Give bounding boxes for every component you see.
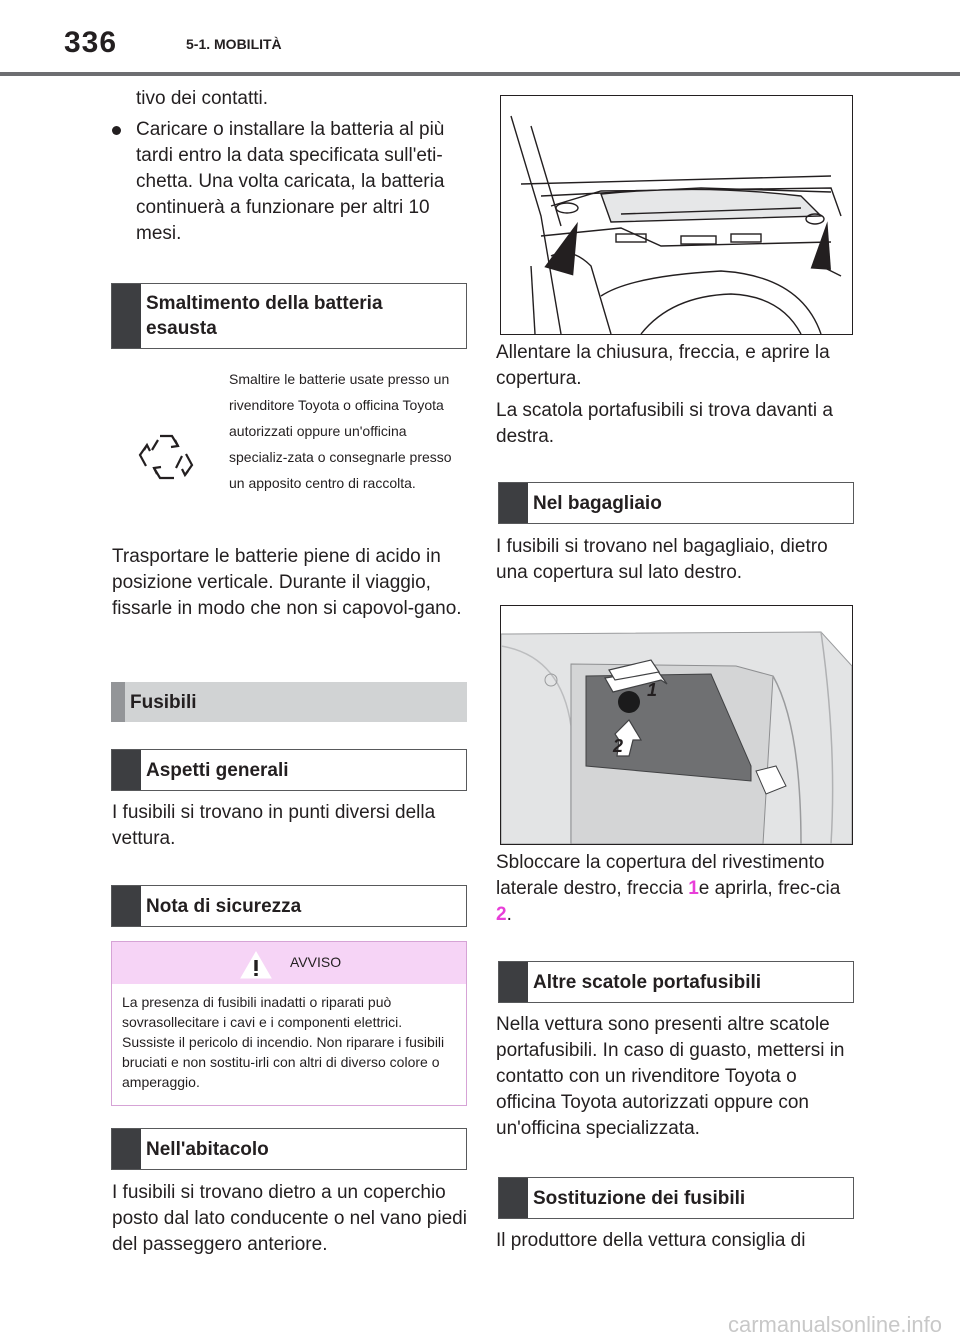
watermark: carmanualsonline.info bbox=[727, 1312, 942, 1337]
paragraph-altre: Nella vettura sono presenti altre scatole portafusibili. In caso di guasto, mettersi in contatto con un rivenditore Toyota o officina Toyota autorizzati oppure con un'officina specializzata. bbox=[496, 1014, 845, 1139]
header-text: Nell'abitacolo bbox=[146, 1138, 269, 1160]
arrow-label-1: 1 bbox=[647, 680, 658, 700]
recycle-text: Smaltire le batterie usate presso un rivenditore Toyota o officina Toyota autorizzati oppure un'officina specializ-zata o consegnarle presso un apposito centro di raccolta. bbox=[229, 371, 452, 491]
header-rule bbox=[0, 72, 960, 76]
illustration-trunk-panel bbox=[500, 605, 853, 845]
section-header-bagagliaio bbox=[498, 482, 854, 524]
section-header-nota bbox=[111, 885, 467, 927]
header-bar bbox=[499, 962, 528, 1002]
section-header-fusibili bbox=[111, 682, 467, 722]
paragraph-allentare: Allentare la chiusura, freccia, e aprire la copertura. bbox=[496, 342, 830, 389]
bullet-dot bbox=[112, 126, 121, 135]
section-header-aspetti bbox=[111, 749, 467, 791]
text: Sbloccare la copertura del rivestimento laterale destro, freccia bbox=[496, 852, 825, 899]
header-bar bbox=[112, 886, 141, 926]
arrow-ref-2: 2 bbox=[496, 904, 507, 925]
header-text: Sostituzione dei fusibili bbox=[533, 1187, 746, 1209]
header-text: Fusibili bbox=[130, 691, 197, 713]
header-text: Nel bagagliaio bbox=[533, 492, 662, 514]
paragraph-fusibili: I fusibili si trovano in punti diversi della vettura. bbox=[112, 802, 436, 849]
recycle-icon bbox=[138, 428, 194, 484]
header-bar bbox=[111, 682, 125, 722]
header-text: Nota di sicurezza bbox=[146, 895, 302, 917]
paragraph-sbloccare bbox=[496, 850, 856, 928]
header-text: Altre scatole portafusibili bbox=[533, 971, 762, 993]
text: e aprirla, frec-cia bbox=[698, 878, 841, 899]
paragraph-bagagliaio: I fusibili si trovano nel bagagliaio, dietro una copertura sul lato destro. bbox=[496, 536, 828, 583]
header-bar bbox=[112, 284, 141, 348]
paragraph-scatola: La scatola portafusibili si trova davanti a destra. bbox=[496, 400, 833, 447]
paragraph-abitacolo: I fusibili si trovano dietro a un coperchio posto dal lato conducente o nel vano piedi del passeggero anteriore. bbox=[112, 1182, 467, 1255]
section-header-abitacolo bbox=[111, 1128, 467, 1170]
warning-title: AVVISO bbox=[290, 954, 342, 970]
illustration-dashboard-cover bbox=[500, 95, 853, 335]
warning-box bbox=[111, 941, 467, 1106]
paragraph-produttore: Il produttore della vettura consiglia di bbox=[496, 1230, 806, 1251]
section-header-altre bbox=[498, 961, 854, 1003]
warning-text: La presenza di fusibili inadatti o riparati può sovrasollecitare i cavi e i componenti elettrici. Sussiste il pericolo di incendio. Non riparare i fusibili bruciati e non sostitu-irli con altri di diverso colore o amperaggio. bbox=[122, 994, 445, 1090]
header-text: Aspetti generali bbox=[146, 759, 289, 781]
chapter-title: 5-1. MOBILITÀ bbox=[186, 36, 282, 52]
paragraph-trasporto: Trasportare le batterie piene di acido in posizione verticale. Durante il viaggio, fissarle in modo che non si capovol-gano. bbox=[112, 546, 462, 619]
header-bar bbox=[112, 1129, 141, 1169]
section-header-sostituzione bbox=[498, 1177, 854, 1219]
bullet-item bbox=[136, 117, 470, 247]
page-number: 336 bbox=[64, 26, 118, 59]
arrow-label-2: 2 bbox=[613, 736, 624, 756]
arrow-ref-1: 1 bbox=[688, 878, 699, 899]
header-bar bbox=[499, 483, 528, 523]
header-bar bbox=[112, 750, 141, 790]
header-text: Smaltimento della batteria esausta bbox=[146, 293, 383, 339]
warning-header bbox=[112, 942, 466, 984]
paragraph-continued: tivo dei contatti. bbox=[136, 88, 269, 109]
header-bar bbox=[499, 1178, 528, 1218]
text: . bbox=[506, 904, 512, 925]
section-header-smaltimento bbox=[111, 283, 467, 349]
bullet-text: Caricare o installare la batteria al più tardi entro la data specificata sull'eti-chetta. Una volta caricata, la batteria continuerà a funzionare per altri 10 mesi. bbox=[136, 119, 445, 244]
warning-triangle-icon bbox=[240, 951, 272, 979]
